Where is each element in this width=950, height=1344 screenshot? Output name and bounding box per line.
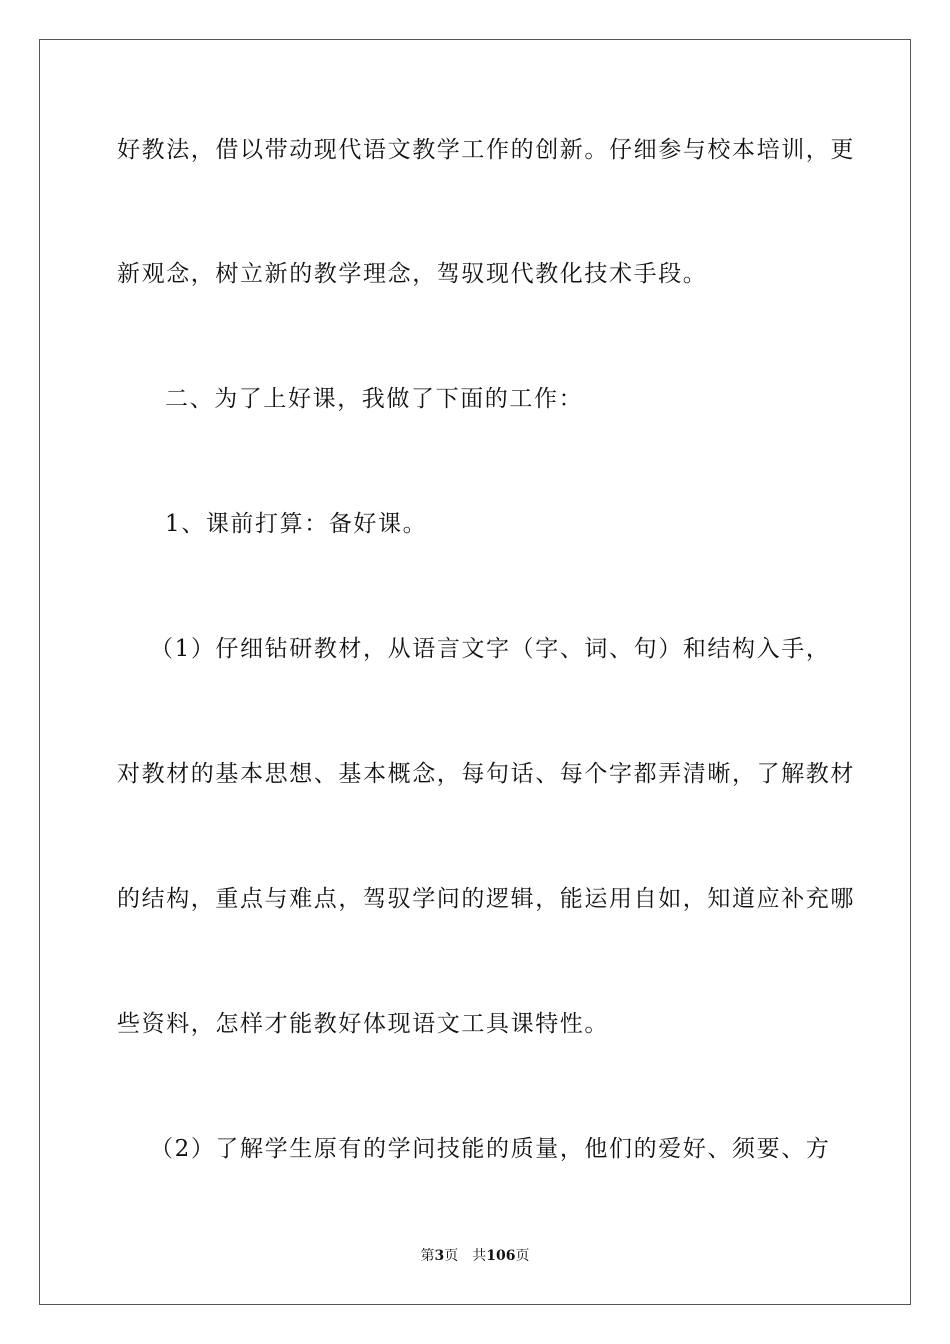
body-text-line: 对教材的基本思想、基本概念，每句话、每个字都弄清晰，了解教材 <box>117 761 855 787</box>
page-suffix: 页 <box>515 1248 530 1264</box>
body-text-line: 新观念，树立新的教学理念，驾驭现代教化技术手段。 <box>117 261 708 287</box>
body-text-line: 的结构，重点与难点，驾驭学问的逻辑，能运用自如，知道应补充哪 <box>117 886 855 912</box>
body-text-line: （2）了解学生原有的学问技能的质量，他们的爱好、须要、方 <box>150 1136 831 1162</box>
page-border <box>39 39 911 1305</box>
current-page-number: 3 <box>434 1248 445 1264</box>
subsection-heading: 1、课前打算：备好课。 <box>165 511 428 537</box>
page-mid: 页 共 <box>444 1248 487 1264</box>
total-page-count: 106 <box>486 1248 516 1264</box>
section-heading: 二、为了上好课，我做了下面的工作： <box>165 386 584 412</box>
body-text-line: 好教法，借以带动现代语文教学工作的创新。仔细参与校本培训，更 <box>117 137 855 163</box>
page-number-footer <box>0 1247 950 1265</box>
page-prefix: 第 <box>420 1248 435 1264</box>
body-text-line: （1）仔细钻研教材，从语言文字（字、词、句）和结构入手， <box>150 636 831 662</box>
body-text-line: 些资料，怎样才能教好体现语文工具课特性。 <box>117 1011 609 1037</box>
